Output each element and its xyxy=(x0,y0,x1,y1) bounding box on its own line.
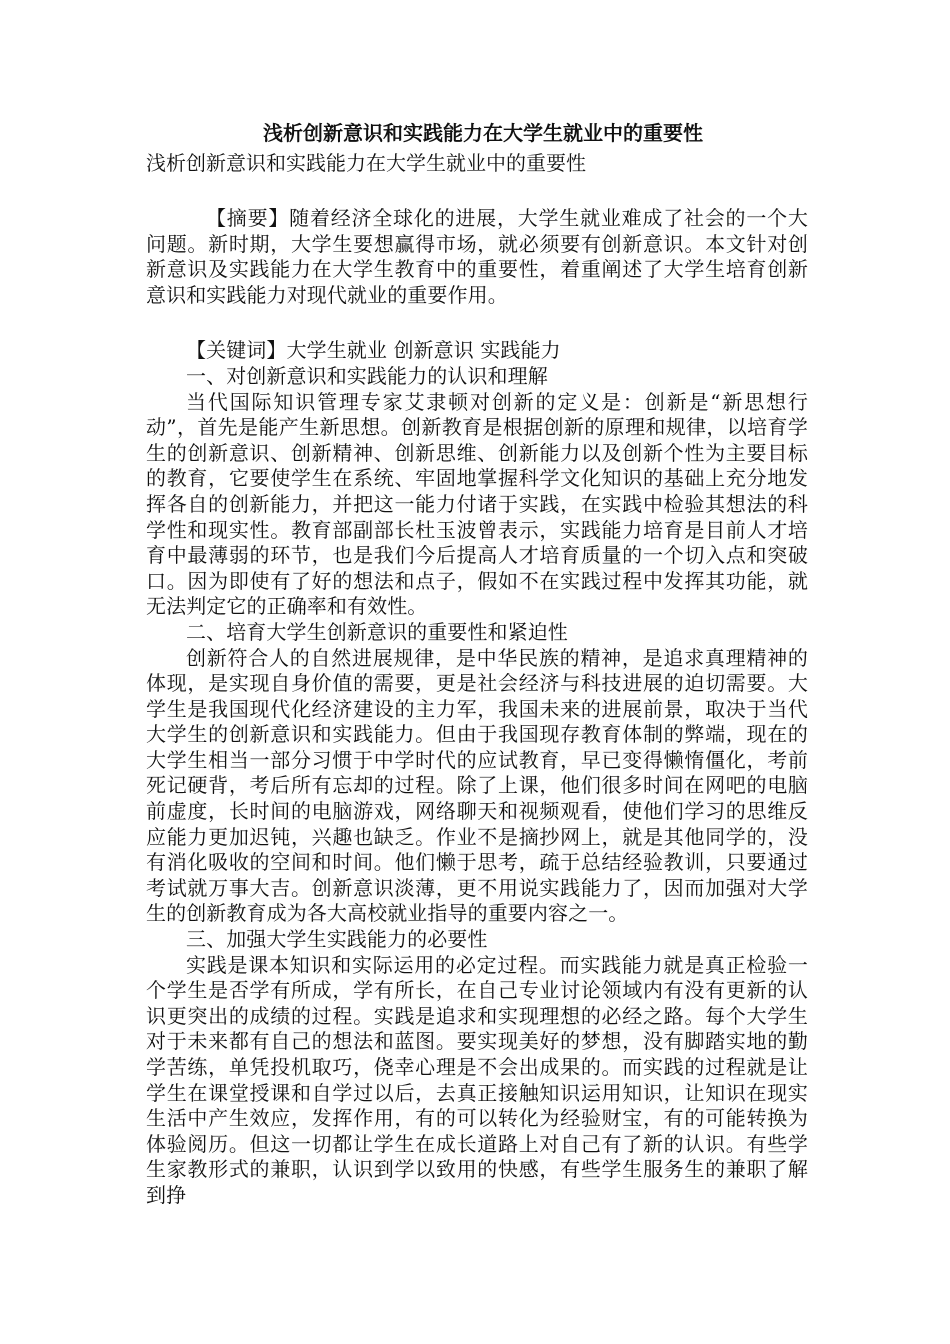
section-3-body: 实践是课本知识和实际运用的必定过程。而实践能力就是真正检验一个学生是否学有所成，学有所长，在自己专业讨论领域内有没有更新的认识更突出的成绩的过程。实践是追求和实现理想的必经之路。每个大学生对于未来都有自己的想法和蓝图。要实现美好的梦想，没有脚踏实地的勤学苦练，单凭投机取巧，侥幸心理是不会出成果的。而实践的过程就是让学生在课堂授课和自学过以后，去真正接触知识运用知识，让知识在现实生活中产生效应，发挥作用，有的可以转化为经验财宝，有的可能转换为体验阅历。但这一切都让学生在成长道路上对自己有了新的认识。有些学生家教形式的兼职，认识到学以致用的快感，有些学生服务生的兼职了解到挣 xyxy=(146,952,808,1207)
paragraph-spacer xyxy=(146,308,808,338)
section-2-body: 创新符合人的自然进展规律，是中华民族的精神，是追求真理精神的体现，是实现自身价值的需要，更是社会经济与科技进展的迫切需要。大学生是我国现代化经济建设的主力军，我国未来的进展前景，取决于当代大学生的创新意识和实践能力。但由于我国现存教育体制的弊端，现在的大学生相当一部分习惯于中学时代的应试教育，早已变得懒惰僵化，考前死记硬背，考后所有忘却的过程。除了上课，他们很多时间在网吧的电脑前虚度，长时间的电脑游戏，网络聊天和视频观看，使他们学习的思维反应能力更加迟钝，兴趣也缺乏。作业不是摘抄网上，就是其他同学的，没有消化吸收的空间和时间。他们懒于思考，疏于总结经验教训，只要通过考试就万事大吉。创新意识淡薄，更不用说实践能力了，因而加强对大学生的创新教育成为各大高校就业指导的重要内容之一。 xyxy=(146,645,808,926)
abstract-paragraph: 【摘要】随着经济全球化的进展，大学生就业难成了社会的一个大问题。新时期，大学生要想赢得市场，就必须要有创新意识。本文针对创新意识及实践能力在大学生教育中的重要性，着重阐述了大学生培育创新意识和实践能力对现代就业的重要作用。 xyxy=(146,206,808,307)
keywords-line: 【关键词】大学生就业 创新意识 实践能力 xyxy=(186,338,561,363)
section-2-heading: 二、培育大学生创新意识的重要性和紧迫性 xyxy=(186,619,568,644)
document-page xyxy=(146,118,808,1209)
section-1-heading: 一、对创新意识和实践能力的认识和理解 xyxy=(186,363,548,388)
section-1-body: 当代国际知识管理专家艾隶顿对创新的定义是：创新是“新思想行动”，首先是能产生新思想。创新教育是根据创新的原理和规律，以培育学生的创新意识、创新精神、创新思维、创新能力以及创新个性为主要目标的教育，它要使学生在系统、牢固地掌握科学文化知识的基础上充分地发挥各自的创新能力，并把这一能力付诸于实践，在实践中检验其想法的科学性和现实性。教育部副部长杜玉波曾表示，实践能力培育是目前人才培育中最薄弱的环节，也是我们今后提高人才培育质量的一个切入点和突破口。因为即使有了好的想法和点子，假如不在实践过程中发挥其功能，就无法判定它的正确率和有效性。 xyxy=(146,389,808,619)
document-title: 浅析创新意识和实践能力在大学生就业中的重要性 xyxy=(263,121,703,145)
section-3-heading: 三、加强大学生实践能力的必要性 xyxy=(186,927,488,952)
document-subtitle: 浅析创新意识和实践能力在大学生就业中的重要性 xyxy=(146,151,586,175)
